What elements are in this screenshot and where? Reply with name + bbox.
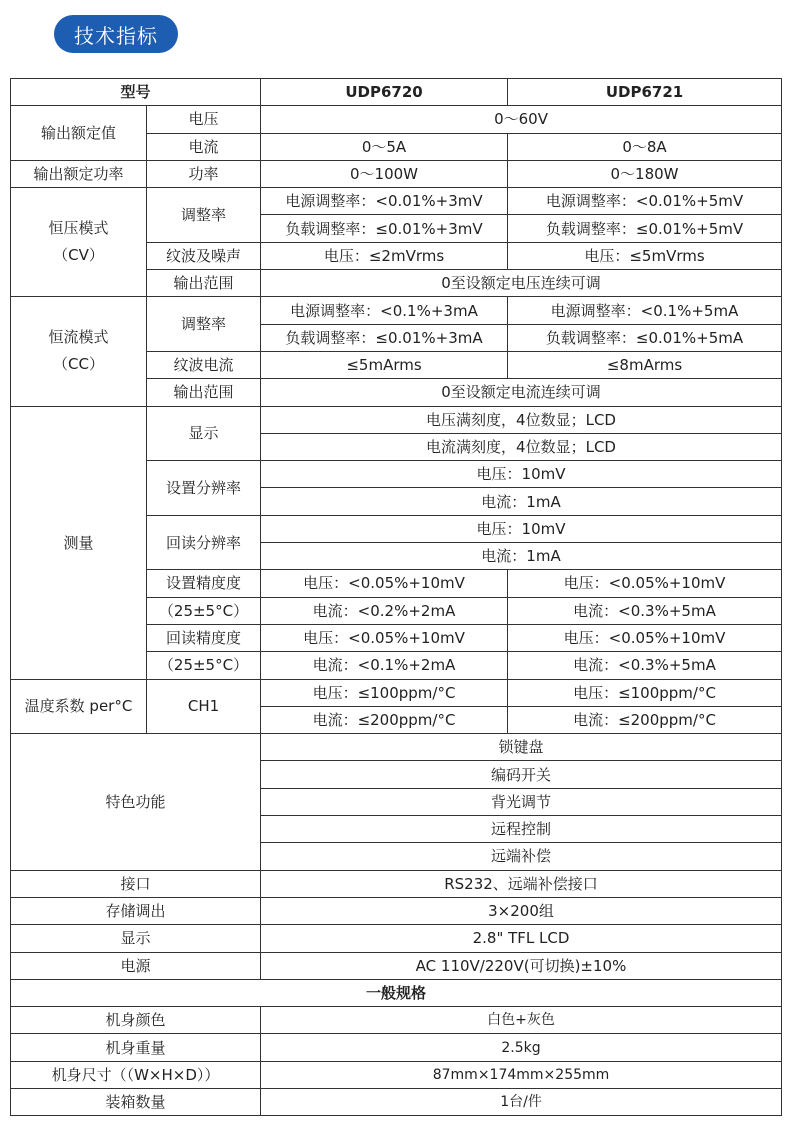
rated-current-m1: 0～5A bbox=[261, 133, 508, 160]
qty-value: 1台/件 bbox=[261, 1088, 782, 1115]
read-acc-v-m2: 电压：<0.05%+10mV bbox=[508, 624, 782, 651]
display-label: 显示 bbox=[11, 925, 261, 952]
interface-value: RS232、远端补偿接口 bbox=[261, 870, 782, 897]
cv-ripple-label: 纹波及噪声 bbox=[147, 242, 261, 269]
tempco-v-m2: 电压：≤100ppm/°C bbox=[508, 679, 782, 706]
cv-label-line2: （CV） bbox=[53, 246, 104, 265]
cc-reg-src-m1: 电源调整率：<0.1%+3mA bbox=[261, 297, 508, 324]
power-value: AC 110V/220V(可切换)±10% bbox=[261, 952, 782, 979]
feature-item: 背光调节 bbox=[261, 788, 782, 815]
set-acc-temp: （25±5°C） bbox=[147, 597, 261, 624]
cc-ripple-m2: ≤8mArms bbox=[508, 351, 782, 378]
storage-label: 存储调出 bbox=[11, 897, 261, 924]
cc-label-line2: （CC） bbox=[53, 355, 104, 374]
tempco-i-m2: 电流：≤200ppm/°C bbox=[508, 706, 782, 733]
rated-power-sub: 功率 bbox=[147, 160, 261, 187]
read-acc-i-m2: 电流：<0.3%+5mA bbox=[508, 652, 782, 679]
measure-label: 测量 bbox=[11, 406, 147, 679]
cv-ripple-m2: 电压：≤5mVrms bbox=[508, 242, 782, 269]
feature-item: 远端补偿 bbox=[261, 843, 782, 870]
cc-ripple-m1: ≤5mArms bbox=[261, 351, 508, 378]
read-res-i: 电流：1mA bbox=[261, 543, 782, 570]
tempco-label: 温度系数 per°C bbox=[11, 679, 147, 734]
cc-label-line1: 恒流模式 bbox=[48, 328, 109, 347]
cv-reg-load-m1: 负载调整率：≤0.01%+3mV bbox=[261, 215, 508, 242]
rated-power-m1: 0～100W bbox=[261, 160, 508, 187]
read-res-label: 回读分辨率 bbox=[147, 515, 261, 570]
read-acc-i-m1: 电流：<0.1%+2mA bbox=[261, 652, 508, 679]
read-acc-label: 回读精度度 bbox=[147, 624, 261, 651]
rated-voltage-label: 电压 bbox=[147, 106, 261, 133]
header-row bbox=[11, 79, 782, 106]
weight-value: 2.5kg bbox=[261, 1034, 782, 1061]
measure-display-v: 电压满刻度，4位数显；LCD bbox=[261, 406, 782, 433]
set-acc-v-m1: 电压：<0.05%+10mV bbox=[261, 570, 508, 597]
measure-display-label: 显示 bbox=[147, 406, 261, 461]
cc-reg-label: 调整率 bbox=[147, 297, 261, 352]
cc-reg-src-m2: 电源调整率：<0.1%+5mA bbox=[508, 297, 782, 324]
cc-ripple-label: 纹波电流 bbox=[147, 351, 261, 378]
rated-output-label: 输出额定值 bbox=[11, 106, 147, 161]
display-value: 2.8" TFL LCD bbox=[261, 925, 782, 952]
read-res-v: 电压：10mV bbox=[261, 515, 782, 542]
cc-reg-load-m2: 负载调整率：≤0.01%+5mA bbox=[508, 324, 782, 351]
set-acc-i-m1: 电流：<0.2%+2mA bbox=[261, 597, 508, 624]
cv-range-value: 0至设额定电压连续可调 bbox=[261, 270, 782, 297]
set-res-label: 设置分辨率 bbox=[147, 461, 261, 516]
features-label: 特色功能 bbox=[11, 734, 261, 870]
feature-item: 锁键盘 bbox=[261, 734, 782, 761]
size-value: 87mm×174mm×255mm bbox=[261, 1061, 782, 1088]
cv-ripple-m1: 电压：≤2mVrms bbox=[261, 242, 508, 269]
rated-power-m2: 0～180W bbox=[508, 160, 782, 187]
rated-voltage-value: 0～60V bbox=[261, 106, 782, 133]
read-acc-temp: （25±5°C） bbox=[147, 652, 261, 679]
color-value: 白色+灰色 bbox=[261, 1007, 782, 1034]
set-acc-v-m2: 电压：<0.05%+10mV bbox=[508, 570, 782, 597]
model-udp6721: UDP6721 bbox=[508, 79, 782, 106]
set-acc-i-m2: 电流：<0.3%+5mA bbox=[508, 597, 782, 624]
feature-item: 远程控制 bbox=[261, 816, 782, 843]
tempco-i-m1: 电流：≤200ppm/°C bbox=[261, 706, 508, 733]
model-udp6720: UDP6720 bbox=[261, 79, 508, 106]
set-acc-label: 设置精度度 bbox=[147, 570, 261, 597]
tempco-v-m1: 电压：≤100ppm/°C bbox=[261, 679, 508, 706]
rated-current-m2: 0～8A bbox=[508, 133, 782, 160]
set-res-i: 电流：1mA bbox=[261, 488, 782, 515]
set-res-v: 电压：10mV bbox=[261, 461, 782, 488]
model-header: 型号 bbox=[11, 79, 261, 106]
cc-range-label: 输出范围 bbox=[147, 379, 261, 406]
cv-range-label: 输出范围 bbox=[147, 270, 261, 297]
size-label: 机身尺寸（（W×H×D）） bbox=[11, 1061, 261, 1088]
cc-label bbox=[11, 297, 147, 406]
section-title: 技术指标 bbox=[54, 15, 178, 53]
measure-display-i: 电流满刻度，4位数显；LCD bbox=[261, 433, 782, 460]
qty-label: 装箱数量 bbox=[11, 1088, 261, 1115]
power-label: 电源 bbox=[11, 952, 261, 979]
cv-reg-src-m1: 电源调整率：<0.01%+3mV bbox=[261, 188, 508, 215]
storage-value: 3×200组 bbox=[261, 897, 782, 924]
general-heading: 一般规格 bbox=[11, 979, 782, 1006]
rated-power-label: 输出额定功率 bbox=[11, 160, 147, 187]
cv-reg-load-m2: 负载调整率：≤0.01%+5mV bbox=[508, 215, 782, 242]
spec-table bbox=[10, 78, 782, 1116]
read-acc-v-m1: 电压：<0.05%+10mV bbox=[261, 624, 508, 651]
cv-reg-label: 调整率 bbox=[147, 188, 261, 243]
rated-current-label: 电流 bbox=[147, 133, 261, 160]
color-label: 机身颜色 bbox=[11, 1007, 261, 1034]
weight-label: 机身重量 bbox=[11, 1034, 261, 1061]
cv-reg-src-m2: 电源调整率：<0.01%+5mV bbox=[508, 188, 782, 215]
cv-label bbox=[11, 188, 147, 297]
cc-reg-load-m1: 负载调整率：≤0.01%+3mA bbox=[261, 324, 508, 351]
cc-range-value: 0至设额定电流连续可调 bbox=[261, 379, 782, 406]
interface-label: 接口 bbox=[11, 870, 261, 897]
cv-label-line1: 恒压模式 bbox=[48, 219, 109, 238]
tempco-channel: CH1 bbox=[147, 679, 261, 734]
feature-item: 编码开关 bbox=[261, 761, 782, 788]
